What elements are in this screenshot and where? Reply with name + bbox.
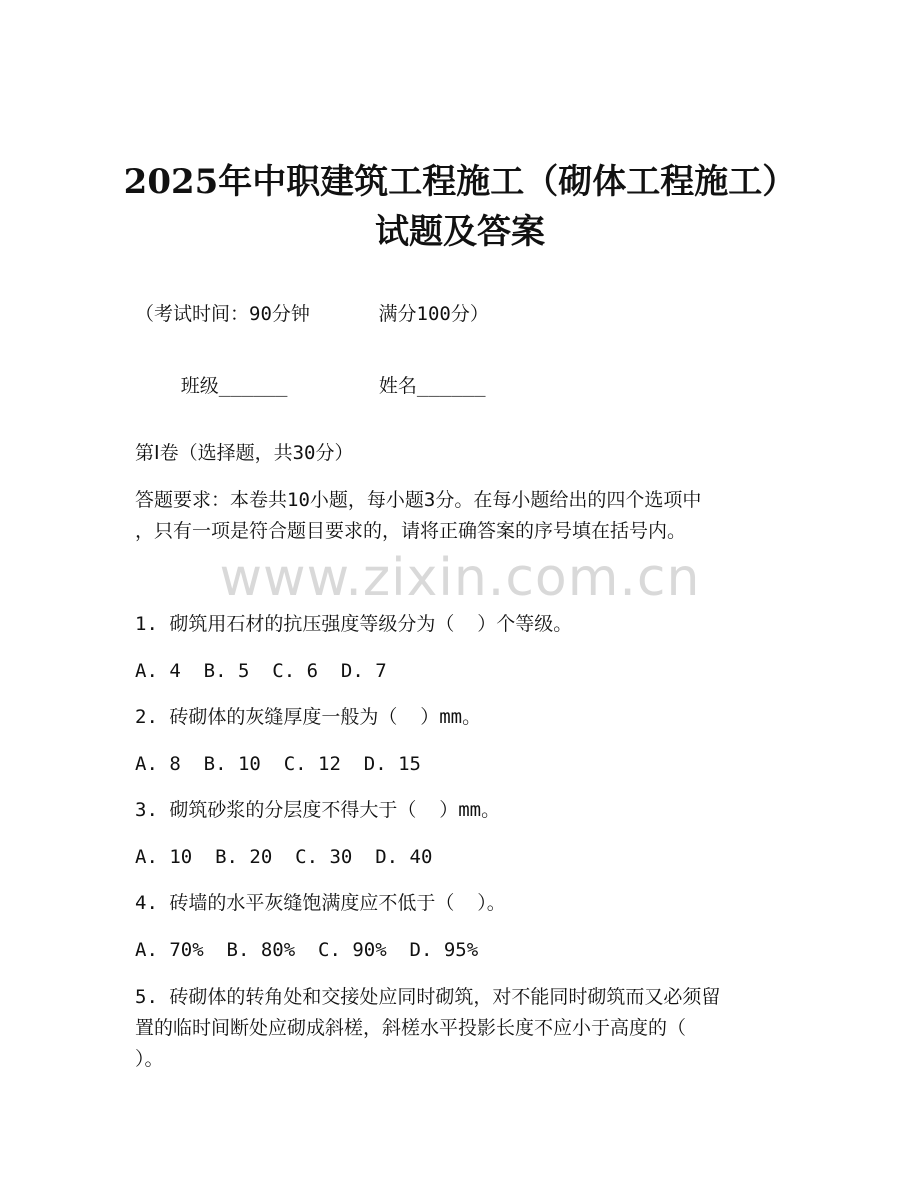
instructions-line-1: 答题要求：本卷共10小题，每小题3分。在每小题给出的四个选项中 (135, 489, 702, 511)
question-5-stem-line-3: ）。 (135, 1048, 164, 1070)
question-5-stem-line-1: 5. 砖砌体的转角处和交接处应同时砌筑，对不能同时砌筑而又必须留 (135, 986, 721, 1008)
name-field-label: 姓名______ (378, 375, 486, 397)
student-info-row (135, 350, 486, 422)
instructions-line-2: ，只有一项是符合题目要求的，请将正确答案的序号填在括号内。 (135, 520, 687, 542)
question-2-options: A. 8 B. 10 C. 12 D. 15 (135, 753, 421, 775)
question-4-options: A. 70% B. 80% C. 90% D. 95% (135, 939, 479, 961)
document-title-line-2: 试题及答案 (375, 212, 545, 252)
document-title-line-1: 2025年中职建筑工程施工（砌体工程施工） (123, 162, 797, 202)
question-1-stem: 1. 砌筑用石材的抗压强度等级分为（ ）个等级。 (135, 613, 573, 635)
question-3-stem: 3. 砌筑砂浆的分层度不得大于（ ）mm。 (135, 799, 501, 821)
exam-info: （考试时间：90分钟 满分100分） (135, 303, 489, 325)
question-3-options: A. 10 B. 20 C. 30 D. 40 (135, 846, 433, 868)
question-1-options: A. 4 B. 5 C. 6 D. 7 (135, 660, 387, 682)
question-5-stem-line-2: 置的临时间断处应砌成斜槎，斜槎水平投影长度不应小于高度的（ (135, 1017, 687, 1039)
class-field-label: 班级______ (180, 375, 288, 397)
watermark: www.zixin.com.cn (219, 548, 701, 608)
question-4-stem: 4. 砖墙的水平灰缝饱满度应不低于（ ）。 (135, 892, 506, 914)
question-2-stem: 2. 砖砌体的灰缝厚度一般为（ ）mm。 (135, 706, 482, 728)
section-title: 第Ⅰ卷（选择题，共30分） (135, 442, 354, 464)
